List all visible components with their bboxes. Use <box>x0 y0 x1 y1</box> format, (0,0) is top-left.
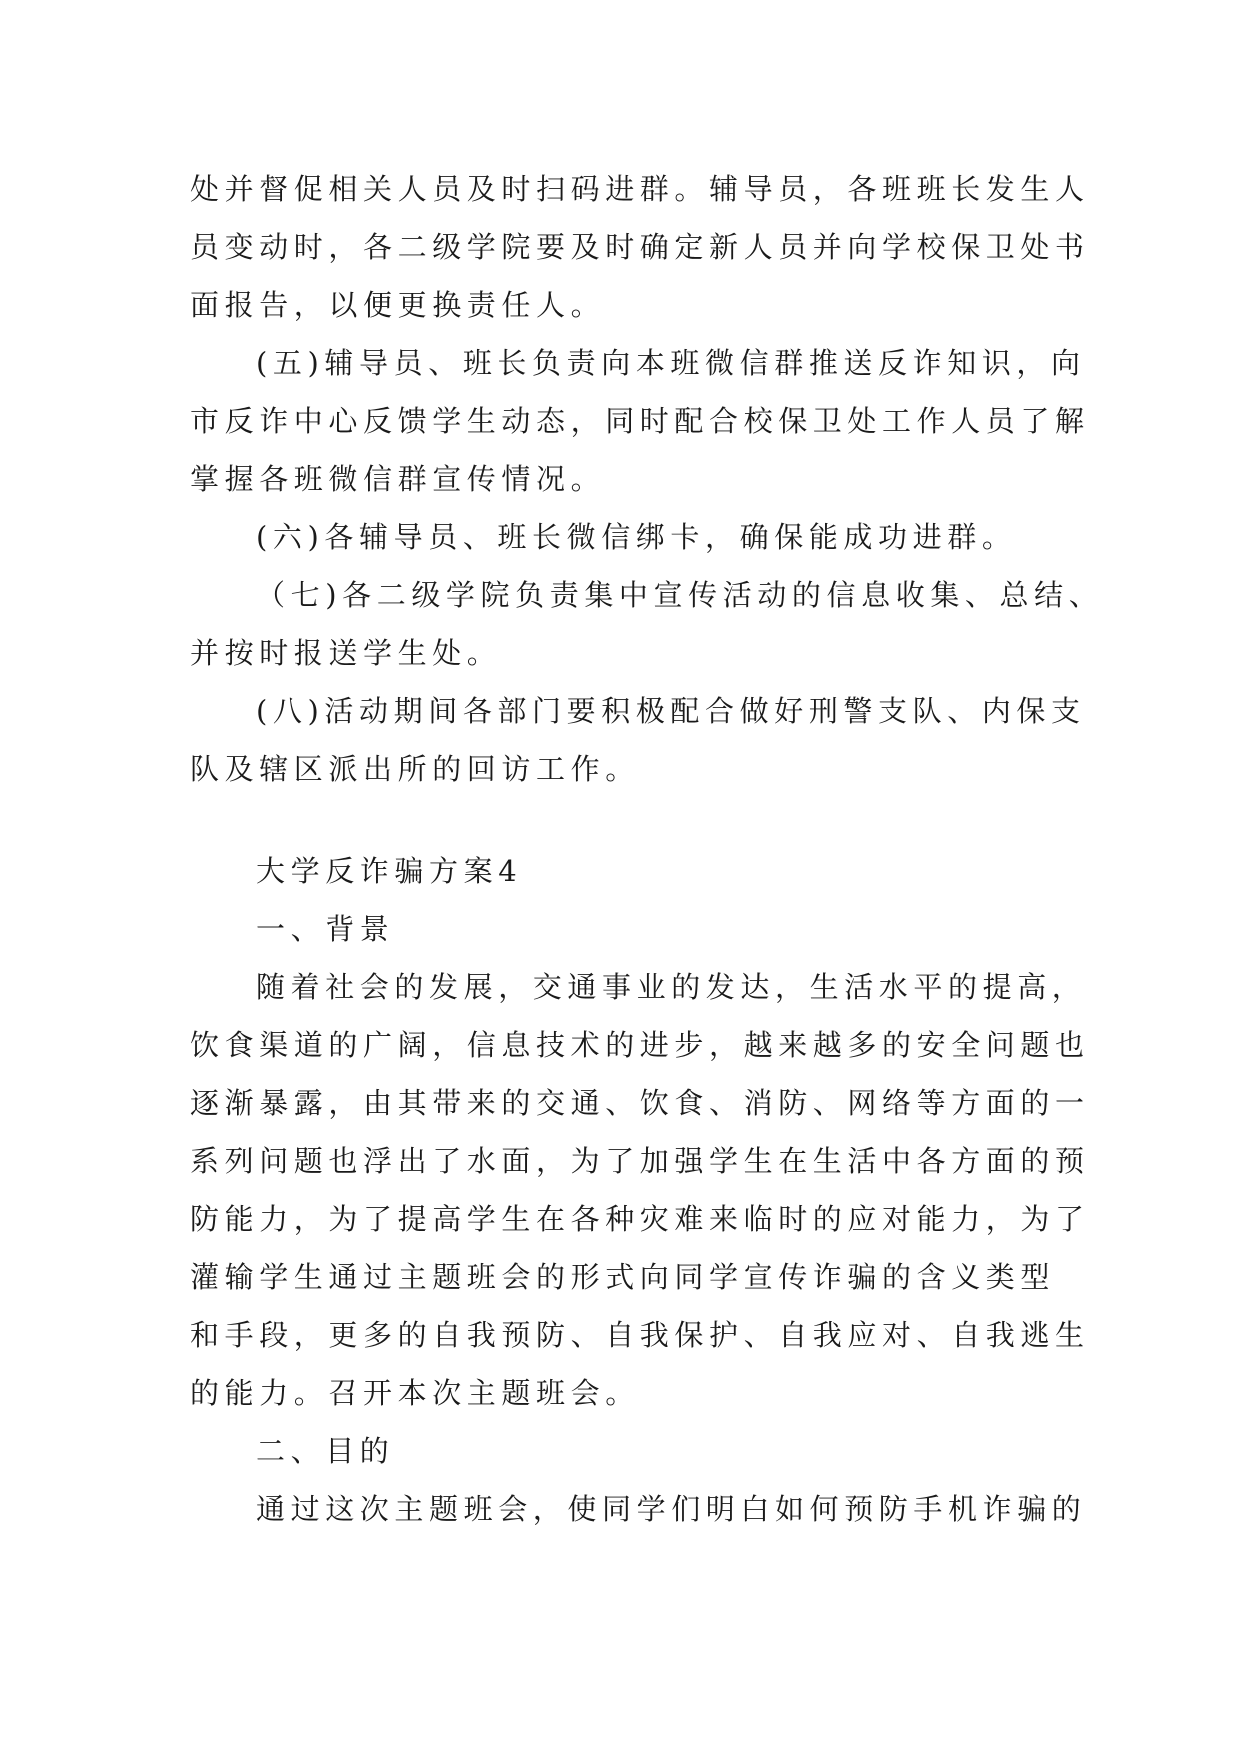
text-line: 大学反诈骗方案4 <box>256 854 523 888</box>
heading-purpose <box>190 1422 1050 1480</box>
paragraph-purpose <box>190 1480 1087 1538</box>
section-title <box>190 842 1050 900</box>
text-line: (五)辅导员、班长负责向本班微信群推送反诈知识，向 <box>256 346 1086 380</box>
text-line: 逐渐暴露，由其带来的交通、饮食、消防、网络等方面的一 <box>190 1086 1090 1120</box>
paragraph-item-5 <box>190 334 1090 508</box>
text-line: 一、背景 <box>256 912 395 946</box>
paragraph-item-8 <box>190 682 1086 798</box>
text-line: 并按时报送学生处。 <box>190 636 502 670</box>
text-line: 二、目的 <box>256 1434 395 1468</box>
text-line: 员变动时，各二级学院要及时确定新人员并向学校保卫处书 <box>190 230 1090 264</box>
text-line: 防能力，为了提高学生在各种灾难来临时的应对能力，为了 <box>190 1202 1090 1236</box>
text-line: 市反诈中心反馈学生动态，同时配合校保卫处工作人员了解 <box>190 404 1090 438</box>
text-line: (六)各辅导员、班长微信绑卡，确保能成功进群。 <box>256 520 1017 554</box>
section-gap <box>190 798 1050 842</box>
heading-background <box>190 900 1050 958</box>
document-page <box>190 160 1104 1538</box>
text-line: 和手段，更多的自我预防、自我保护、自我应对、自我逃生 <box>190 1318 1090 1352</box>
text-line: 的能力。召开本次主题班会。 <box>190 1376 640 1410</box>
text-line: 随着社会的发展，交通事业的发达，生活水平的提高， <box>256 970 1087 1004</box>
paragraph-item-6 <box>190 508 1050 566</box>
text-line: 队及辖区派出所的回访工作。 <box>190 752 640 786</box>
text-line: 灌输学生通过主题班会的形式向同学宣传诈骗的含义类型 <box>190 1260 1056 1294</box>
text-line: (八)活动期间各部门要积极配合做好刑警支队、内保支 <box>256 694 1086 728</box>
paragraph-background <box>190 958 1090 1422</box>
text-line: 系列问题也浮出了水面，为了加强学生在生活中各方面的预 <box>190 1144 1090 1178</box>
text-line: 通过这次主题班会，使同学们明白如何预防手机诈骗的 <box>256 1492 1087 1526</box>
text-line: 饮食渠道的广阔，信息技术的进步，越来越多的安全问题也 <box>190 1028 1090 1062</box>
paragraph-continuation <box>190 160 1090 334</box>
paragraph-item-7 <box>190 566 1104 682</box>
text-line: 掌握各班微信群宣传情况。 <box>190 462 606 496</box>
text-line: （七)各二级学院负责集中宣传活动的信息收集、总结、 <box>256 578 1104 612</box>
text-line: 面报告，以便更换责任人。 <box>190 288 606 322</box>
text-line: 处并督促相关人员及时扫码进群。辅导员，各班班长发生人 <box>190 172 1090 206</box>
